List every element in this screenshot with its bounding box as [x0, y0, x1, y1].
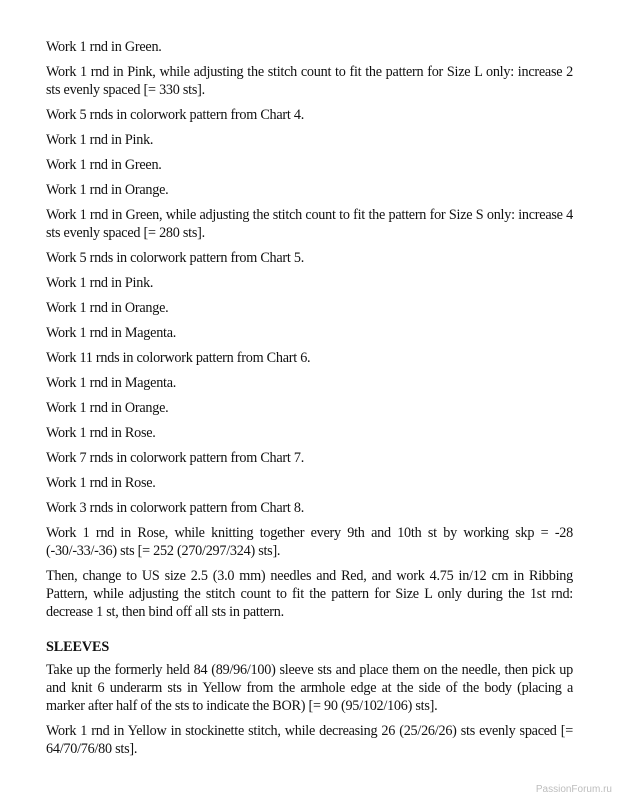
sleeves-paragraph: Take up the formerly held 84 (89/96/100) sleeve sts and place them on the needle, then pick up and knit 6 underarm sts in Yellow from the armhole edge at the side of the body (placing a marker after half of the sts to indicate the BOR) [= 90 (95/102/106) sts]. — [46, 662, 573, 714]
instruction-paragraph: Work 1 rnd in Orange. — [46, 182, 169, 198]
instruction-paragraph: Work 11 rnds in colorwork pattern from Chart 6. — [46, 350, 311, 366]
instruction-paragraph: Work 1 rnd in Rose, while knitting together every 9th and 10th st by working skp = -28 (-30/-33/-36) sts [= 252 (270/297/324) sts]. — [46, 525, 573, 559]
site-watermark: PassionForum.ru — [535, 784, 612, 795]
instruction-paragraph: Work 1 rnd in Orange. — [46, 400, 169, 416]
instruction-paragraph: Work 1 rnd in Magenta. — [46, 325, 177, 341]
document-page — [46, 38, 573, 765]
section-heading-sleeves: SLEEVES — [46, 639, 110, 655]
instruction-paragraph: Work 3 rnds in colorwork pattern from Chart 8. — [46, 500, 305, 516]
instruction-paragraph: Work 1 rnd in Pink. — [46, 132, 154, 148]
instruction-paragraph: Work 7 rnds in colorwork pattern from Chart 7. — [46, 450, 305, 466]
instruction-paragraph: Work 5 rnds in colorwork pattern from Chart 4. — [46, 107, 305, 123]
instruction-paragraph: Work 1 rnd in Rose. — [46, 475, 156, 491]
instruction-paragraph: Then, change to US size 2.5 (3.0 mm) needles and Red, and work 4.75 in/12 cm in Ribbing Pattern, while adjusting the stitch count to fit the pattern for Size L only during the 1st rnd: decrease 1 st, then bind off all sts in pattern. — [46, 568, 573, 620]
instruction-paragraph: Work 1 rnd in Pink, while adjusting the stitch count to fit the pattern for Size L only: increase 2 sts evenly spaced [= 330 sts]. — [46, 64, 573, 98]
instruction-paragraph: Work 1 rnd in Green. — [46, 39, 162, 55]
instruction-paragraph: Work 1 rnd in Rose. — [46, 425, 156, 441]
instruction-paragraph: Work 1 rnd in Pink. — [46, 275, 154, 291]
instruction-paragraph: Work 5 rnds in colorwork pattern from Chart 5. — [46, 250, 305, 266]
instruction-paragraph: Work 1 rnd in Green. — [46, 157, 162, 173]
sleeves-paragraph: Work 1 rnd in Yellow in stockinette stitch, while decreasing 26 (25/26/26) sts evenly spaced [= 64/70/76/80 sts]. — [46, 723, 573, 757]
instruction-paragraph: Work 1 rnd in Orange. — [46, 300, 169, 316]
instruction-paragraph: Work 1 rnd in Magenta. — [46, 375, 177, 391]
instruction-paragraph: Work 1 rnd in Green, while adjusting the stitch count to fit the pattern for Size S only: increase 4 sts evenly spaced [= 280 sts]. — [46, 207, 573, 241]
